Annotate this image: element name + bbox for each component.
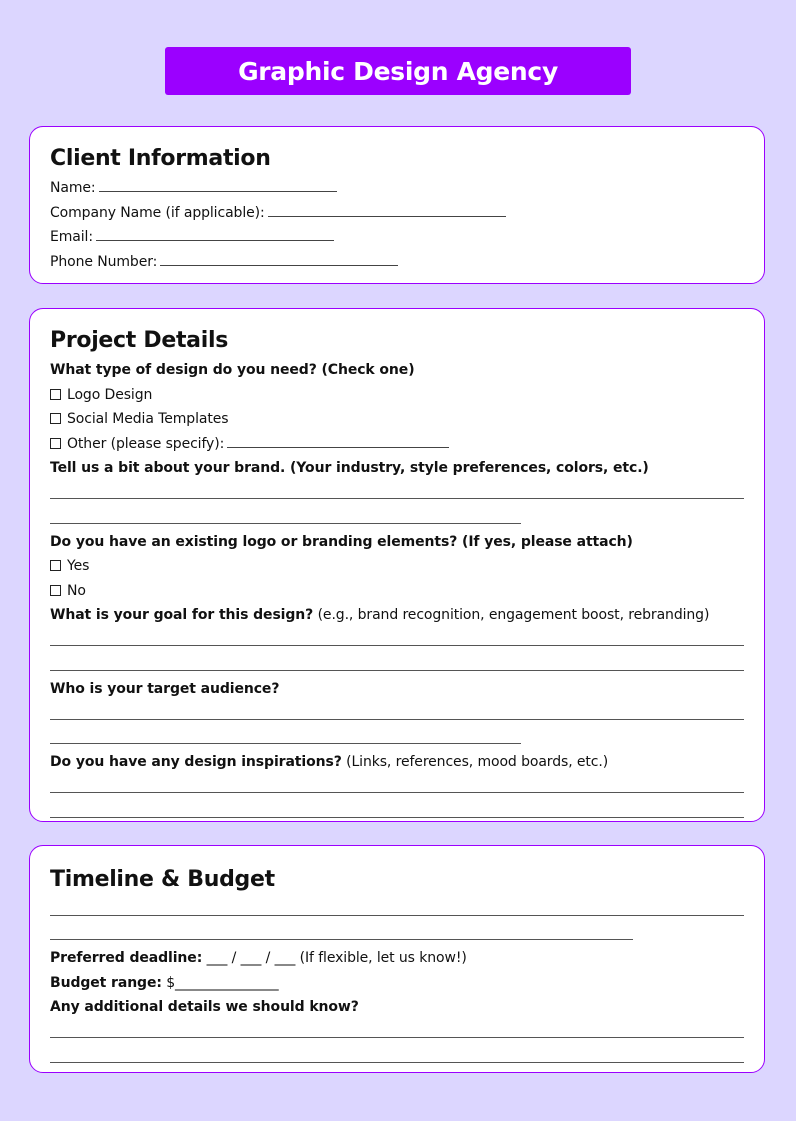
brand-answer-line-1[interactable] [50,481,744,506]
field-label: Email: [50,229,93,245]
budget-input[interactable]: $_______________ [166,974,279,991]
deadline-field[interactable] [50,946,744,971]
question-label: What is your goal for this design? [50,607,314,623]
audience-question: Who is your target audience? [50,680,280,697]
inspirations-question [50,750,744,775]
company-input[interactable] [268,201,506,217]
phone-field[interactable] [50,250,744,275]
option-logo-design[interactable] [50,383,744,408]
email-input[interactable] [96,225,334,241]
client-information-section [29,126,765,284]
inspirations-answer-line-2[interactable] [50,799,744,824]
option-yes[interactable] [50,554,744,579]
checkbox-icon[interactable] [50,585,61,596]
budget-field[interactable] [50,971,744,996]
option-social-media-templates[interactable] [50,407,744,432]
brand-question: Tell us a bit about your brand. (Your industry, style preferences, colors, etc.) [50,460,649,476]
brand-answer-line-2[interactable] [50,505,744,530]
option-label: No [67,582,86,599]
audience-answer-line-2[interactable] [50,726,744,751]
phone-input[interactable] [160,250,398,266]
goal-answer-line-1[interactable] [50,628,744,653]
audience-answer-line-1[interactable] [50,701,744,726]
option-label: Other (please specify): [67,435,225,452]
timeline-line-1[interactable] [50,897,744,922]
page-title: Graphic Design Agency [238,56,558,86]
email-field[interactable] [50,225,744,250]
goal-question [50,603,744,628]
question-hint: (Links, references, mood boards, etc.) [346,754,609,770]
question-label: Do you have any design inspirations? [50,754,342,770]
project-details-section [29,308,765,822]
additional-answer-line-2[interactable] [50,1044,744,1069]
section-heading: Timeline & Budget [50,867,275,892]
deadline-input[interactable]: ___ / ___ / ___ (If flexible, let us know!) [206,950,467,966]
option-label: Logo Design [67,386,153,403]
deadline-label: Preferred deadline: [50,950,203,966]
other-input[interactable] [227,432,449,448]
inspirations-answer-line-1[interactable] [50,775,744,800]
title-banner [165,47,631,95]
checkbox-icon[interactable] [50,560,61,571]
existing-logo-question: Do you have an existing logo or branding elements? (If yes, please attach) [50,533,633,550]
name-field[interactable] [50,176,744,201]
field-label: Company Name (if applicable): [50,204,265,221]
checkbox-icon[interactable] [50,413,61,424]
checkbox-icon[interactable] [50,438,61,449]
checkbox-icon[interactable] [50,389,61,400]
section-heading: Project Details [50,328,228,353]
goal-answer-line-2[interactable] [50,652,744,677]
budget-label: Budget range: [50,974,162,991]
field-label: Name: [50,180,96,196]
additional-details-question: Any additional details we should know? [50,999,359,1015]
question-hint: (e.g., brand recognition, engagement boost, rebranding) [317,607,710,623]
option-no[interactable] [50,579,744,604]
timeline-budget-section [29,845,765,1073]
option-label: Social Media Templates [67,411,229,427]
option-other[interactable] [50,432,744,457]
section-heading: Client Information [50,146,271,171]
additional-answer-line-1[interactable] [50,1020,744,1045]
option-label: Yes [67,558,90,574]
name-input[interactable] [99,176,337,192]
field-label: Phone Number: [50,253,158,270]
design-type-question: What type of design do you need? (Check one) [50,362,415,378]
timeline-line-2[interactable] [50,922,744,947]
company-field[interactable] [50,201,744,226]
